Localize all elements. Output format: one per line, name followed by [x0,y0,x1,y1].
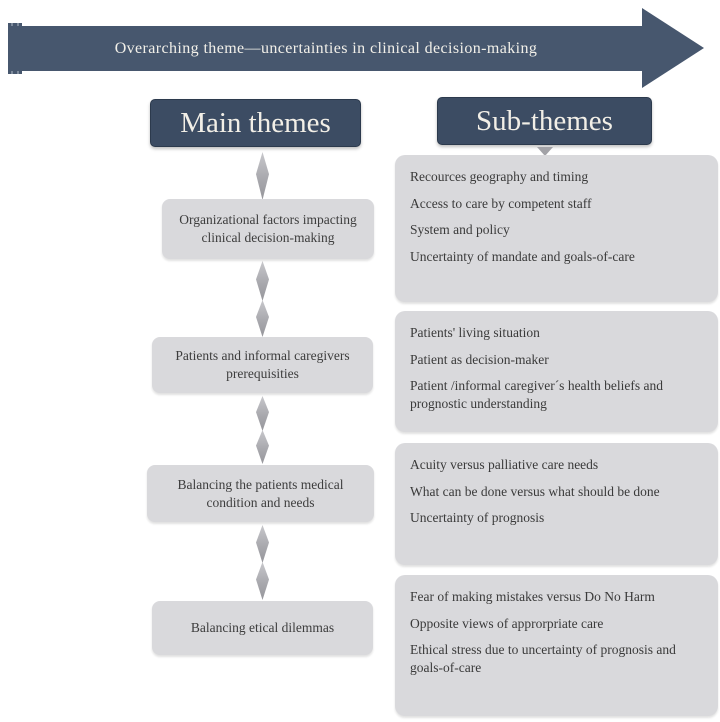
sub-themes-header [437,97,652,145]
main-theme-box-balancing-ethical [152,601,373,655]
banner-arrow-head-icon [642,8,704,88]
main-theme-label: Patients and informal caregivers prerequisities [175,348,350,381]
main-theme-label: Organizational factors impacting clinical decision-making [179,212,357,245]
sub-theme-item: Ethical stress due to uncertainty of prognosis and goals-of-care [410,642,676,675]
connector-diamond-icon [256,562,269,600]
sub-theme-item: Uncertainty of mandate and goals-of-care [410,248,635,264]
connector-diamond-icon [256,396,269,431]
connector-diamond-icon [256,152,269,200]
overarching-theme-label: Overarching theme—uncertainties in clinical decision-making [114,39,538,57]
main-theme-label: Balancing the patients medical condition and needs [177,476,344,510]
sub-theme-item: Patients' living situation [410,325,540,340]
sub-theme-item: System and policy [410,222,510,238]
sub-theme-item: Patient as decision-maker [410,351,549,367]
sub-theme-item: Patient /informal caregiver´s health beliefs and prognostic understanding [410,378,664,411]
overarching-theme-banner [10,26,642,71]
sub-theme-item: Access to care by competent staff [410,195,592,211]
main-themes-header-label: Main themes [180,106,331,139]
main-theme-box-patients-caregivers [152,337,373,393]
sub-themes-header-label: Sub-themes [476,104,613,137]
sub-theme-item: Opposite views of approrpriate care [410,615,604,631]
sub-theme-box-balancing-ethical [395,575,718,716]
connector-diamond-icon [256,430,269,464]
connector-diamond-icon [256,300,269,337]
main-theme-box-balancing-medical [147,465,374,522]
sub-theme-item: What can be done versus what should be done [410,483,660,499]
sub-theme-box-organizational-factors [395,155,718,302]
sub-theme-item: Fear of making mistakes versus Do No Harm [410,589,655,604]
sub-theme-box-patients-caregivers [395,311,718,432]
sub-theme-box-balancing-medical [395,443,718,565]
main-theme-label: Balancing etical dilemmas [190,620,335,636]
sub-theme-item: Recources geography and timing [410,169,589,184]
sub-theme-item: Uncertainty of prognosis [410,510,545,526]
connector-diamond-icon [256,261,269,301]
connector-diamond-icon [256,525,269,563]
sub-theme-item: Acuity versus palliative care needs [410,457,599,472]
main-theme-box-organizational-factors [162,199,374,259]
main-themes-header [150,99,361,147]
